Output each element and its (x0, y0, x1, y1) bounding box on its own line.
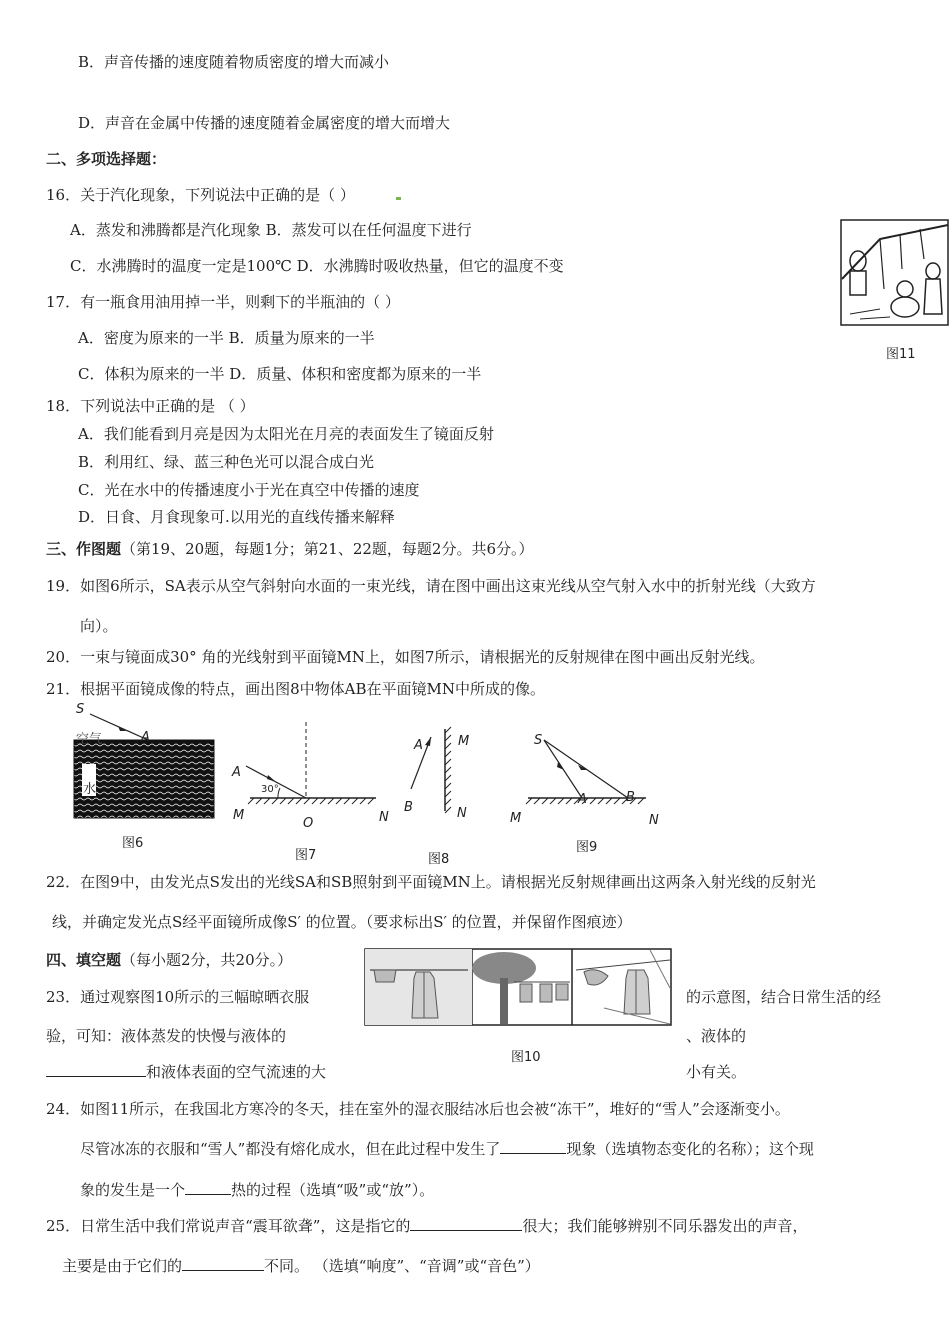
question-22-line2: 线，并确定发光点S经平面镜所成像S′ 的位置。（要求标出S′ 的位置，并保留作图痕迹） (52, 913, 632, 931)
question-18: 18．下列说法中正确的是 （ ） (46, 397, 255, 415)
section-4-title: 四、填空题 (46, 951, 122, 969)
figure-10-caption: 图10 (511, 1050, 541, 1065)
question-23-line2: 验，可知：液体蒸发的快慢与液体的 (46, 1027, 287, 1045)
figure-9-caption: 图9 (576, 840, 598, 855)
answer-blank[interactable] (185, 1180, 231, 1195)
fig7-label-m: M (233, 808, 245, 823)
section-2-heading: 二、多项选择题： (46, 150, 167, 168)
fig9-label-n: N (649, 813, 659, 828)
fig9-label-b: B (626, 790, 635, 805)
q18-option-b: B．利用红、绿、蓝三种色光可以混合成白光 (78, 453, 375, 471)
question-16-text: 16．关于汽化现象，下列说法中正确的是（ ） (46, 186, 355, 204)
figure-11-caption: 图11 (886, 347, 916, 362)
question-23-line3 (46, 1062, 326, 1082)
q17-options-ab: A．密度为原来的一半 B．质量为原来的一半 (78, 329, 375, 347)
green-dot (396, 197, 401, 200)
q18-option-d: D．日食、月食现象可.以用光的直线传播来解释 (78, 508, 395, 526)
figure-6-diagram (70, 700, 220, 822)
figure-6-caption: 图6 (122, 836, 144, 851)
fig9-label-s: S (534, 733, 543, 748)
fig7-label-n: N (379, 810, 389, 825)
answer-blank[interactable] (410, 1216, 522, 1231)
fig6-label-water: 水 (83, 782, 97, 797)
question-25-line1-end: 很大；我们能够辨别不同乐器发出的声音， (522, 1217, 808, 1235)
q15-option-d: D．声音在金属中传播的速度随着金属密度的增大而增大 (78, 114, 451, 132)
fig8-label-b: B (404, 800, 413, 815)
question-19-line1: 19．如图6所示，SA表示从空气斜射向水面的一束光线，请在图中画出这束光线从空气射入水中的折射光线（大致方 (46, 577, 816, 595)
question-23-line3-text: 和液体表面的空气流速的大 (146, 1063, 327, 1081)
question-25-line2-end: 不同。 （选填“响度”、“音调”或“音色”） (264, 1257, 540, 1275)
section-3-note: （第19、20题，每题1分；第21、22题，每题2分。共6分。） (121, 540, 534, 558)
q16-options-ab: A．蒸发和沸腾都是汽化现象 B．蒸发可以在任何温度下进行 (70, 221, 472, 239)
section-4-heading (46, 950, 292, 970)
question-23-line1-end: 的示意图，结合日常生活的经 (686, 988, 882, 1006)
figure-11-drawing (840, 219, 950, 327)
question-22-line1: 22．在图9中，由发光点S发出的光线SA和SB照射到平面镜MN上。请根据光反射规律画出这两条入射光线的反射光 (46, 873, 816, 891)
question-24-line3-start: 象的发生是一个 (80, 1181, 186, 1199)
fig6-label-air: 空气 (76, 732, 103, 747)
q17-options-cd: C．体积为原来的一半 D．质量、体积和密度都为原来的一半 (78, 365, 482, 383)
fig6-label-a: A (141, 730, 150, 745)
fig8-label-n: N (457, 806, 467, 821)
question-23-line1: 23．通过观察图10所示的三幅晾晒衣服 (46, 988, 310, 1006)
question-23-line3-end: 小有关。 (686, 1063, 747, 1081)
question-25-line1-start: 25．日常生活中我们常说声音“震耳欲聋”，这是指它的 (46, 1217, 411, 1235)
fig9-label-a: A (578, 792, 587, 807)
fig7-label-o: O (303, 816, 314, 831)
question-25-line2 (62, 1256, 540, 1276)
question-24-line3 (80, 1180, 434, 1200)
question-24-line2 (80, 1139, 814, 1159)
question-21: 21．根据平面镜成像的特点，画出图8中物体AB在平面镜MN中所成的像。 (46, 680, 545, 698)
question-24-line2-end: 现象（选填物态变化的名称）；这个现 (566, 1140, 814, 1158)
section-3-heading (46, 539, 534, 559)
figure-7-diagram (230, 720, 380, 806)
fig9-label-m: M (510, 811, 522, 826)
question-23-line2-end: 、液体的 (686, 1027, 747, 1045)
figure-7-caption: 图7 (295, 848, 317, 863)
question-25-line1 (46, 1216, 807, 1236)
figure-10-drawing (364, 948, 672, 1026)
q18-option-c: C．光在水中的传播速度小于光在真空中传播的速度 (78, 481, 420, 499)
question-19-line2: 向）。 (80, 617, 118, 635)
q18-option-a: A．我们能看到月亮是因为太阳光在月亮的表面发生了镜面反射 (78, 425, 494, 443)
answer-blank[interactable] (46, 1062, 146, 1077)
fig8-label-a: A (414, 738, 423, 753)
fig6-label-s: S (76, 702, 85, 717)
question-24-line3-end: 热的过程（选填“吸”或“放”）。 (231, 1181, 435, 1199)
question-20: 20．一束与镜面成30° 角的光线射到平面镜MN上，如图7所示，请根据光的反射规律在图中画出反射光线。 (46, 648, 765, 666)
fig7-label-angle: 30° (261, 784, 279, 795)
q16-options-cd: C．水沸腾时的温度一定是100℃ D．水沸腾时吸收热量，但它的温度不变 (70, 257, 564, 275)
figure-8-caption: 图8 (428, 852, 450, 867)
question-24-line2-start: 尽管冰冻的衣服和“雪人”都没有熔化成水，但在此过程中发生了 (80, 1140, 501, 1158)
answer-blank[interactable] (182, 1256, 264, 1271)
question-16 (46, 185, 355, 205)
section-3-title: 三、作图题 (46, 540, 122, 558)
q15-option-b: B．声音传播的速度随着物质密度的增大而减小 (78, 53, 390, 71)
question-17: 17．有一瓶食用油用掉一半，则剩下的半瓶油的（ ） (46, 293, 400, 311)
question-25-line2-start: 主要是由于它们的 (62, 1257, 183, 1275)
question-24-line1: 24．如图11所示，在我国北方寒冷的冬天，挂在室外的湿衣服结冰后也会被“冻干”，堆好的“雪人”会逐渐变小。 (46, 1100, 790, 1118)
fig7-label-a: A (232, 765, 241, 780)
answer-blank[interactable] (500, 1139, 566, 1154)
section-4-note: （每小题2分，共20分。） (121, 951, 293, 969)
fig8-label-m: M (458, 734, 470, 749)
